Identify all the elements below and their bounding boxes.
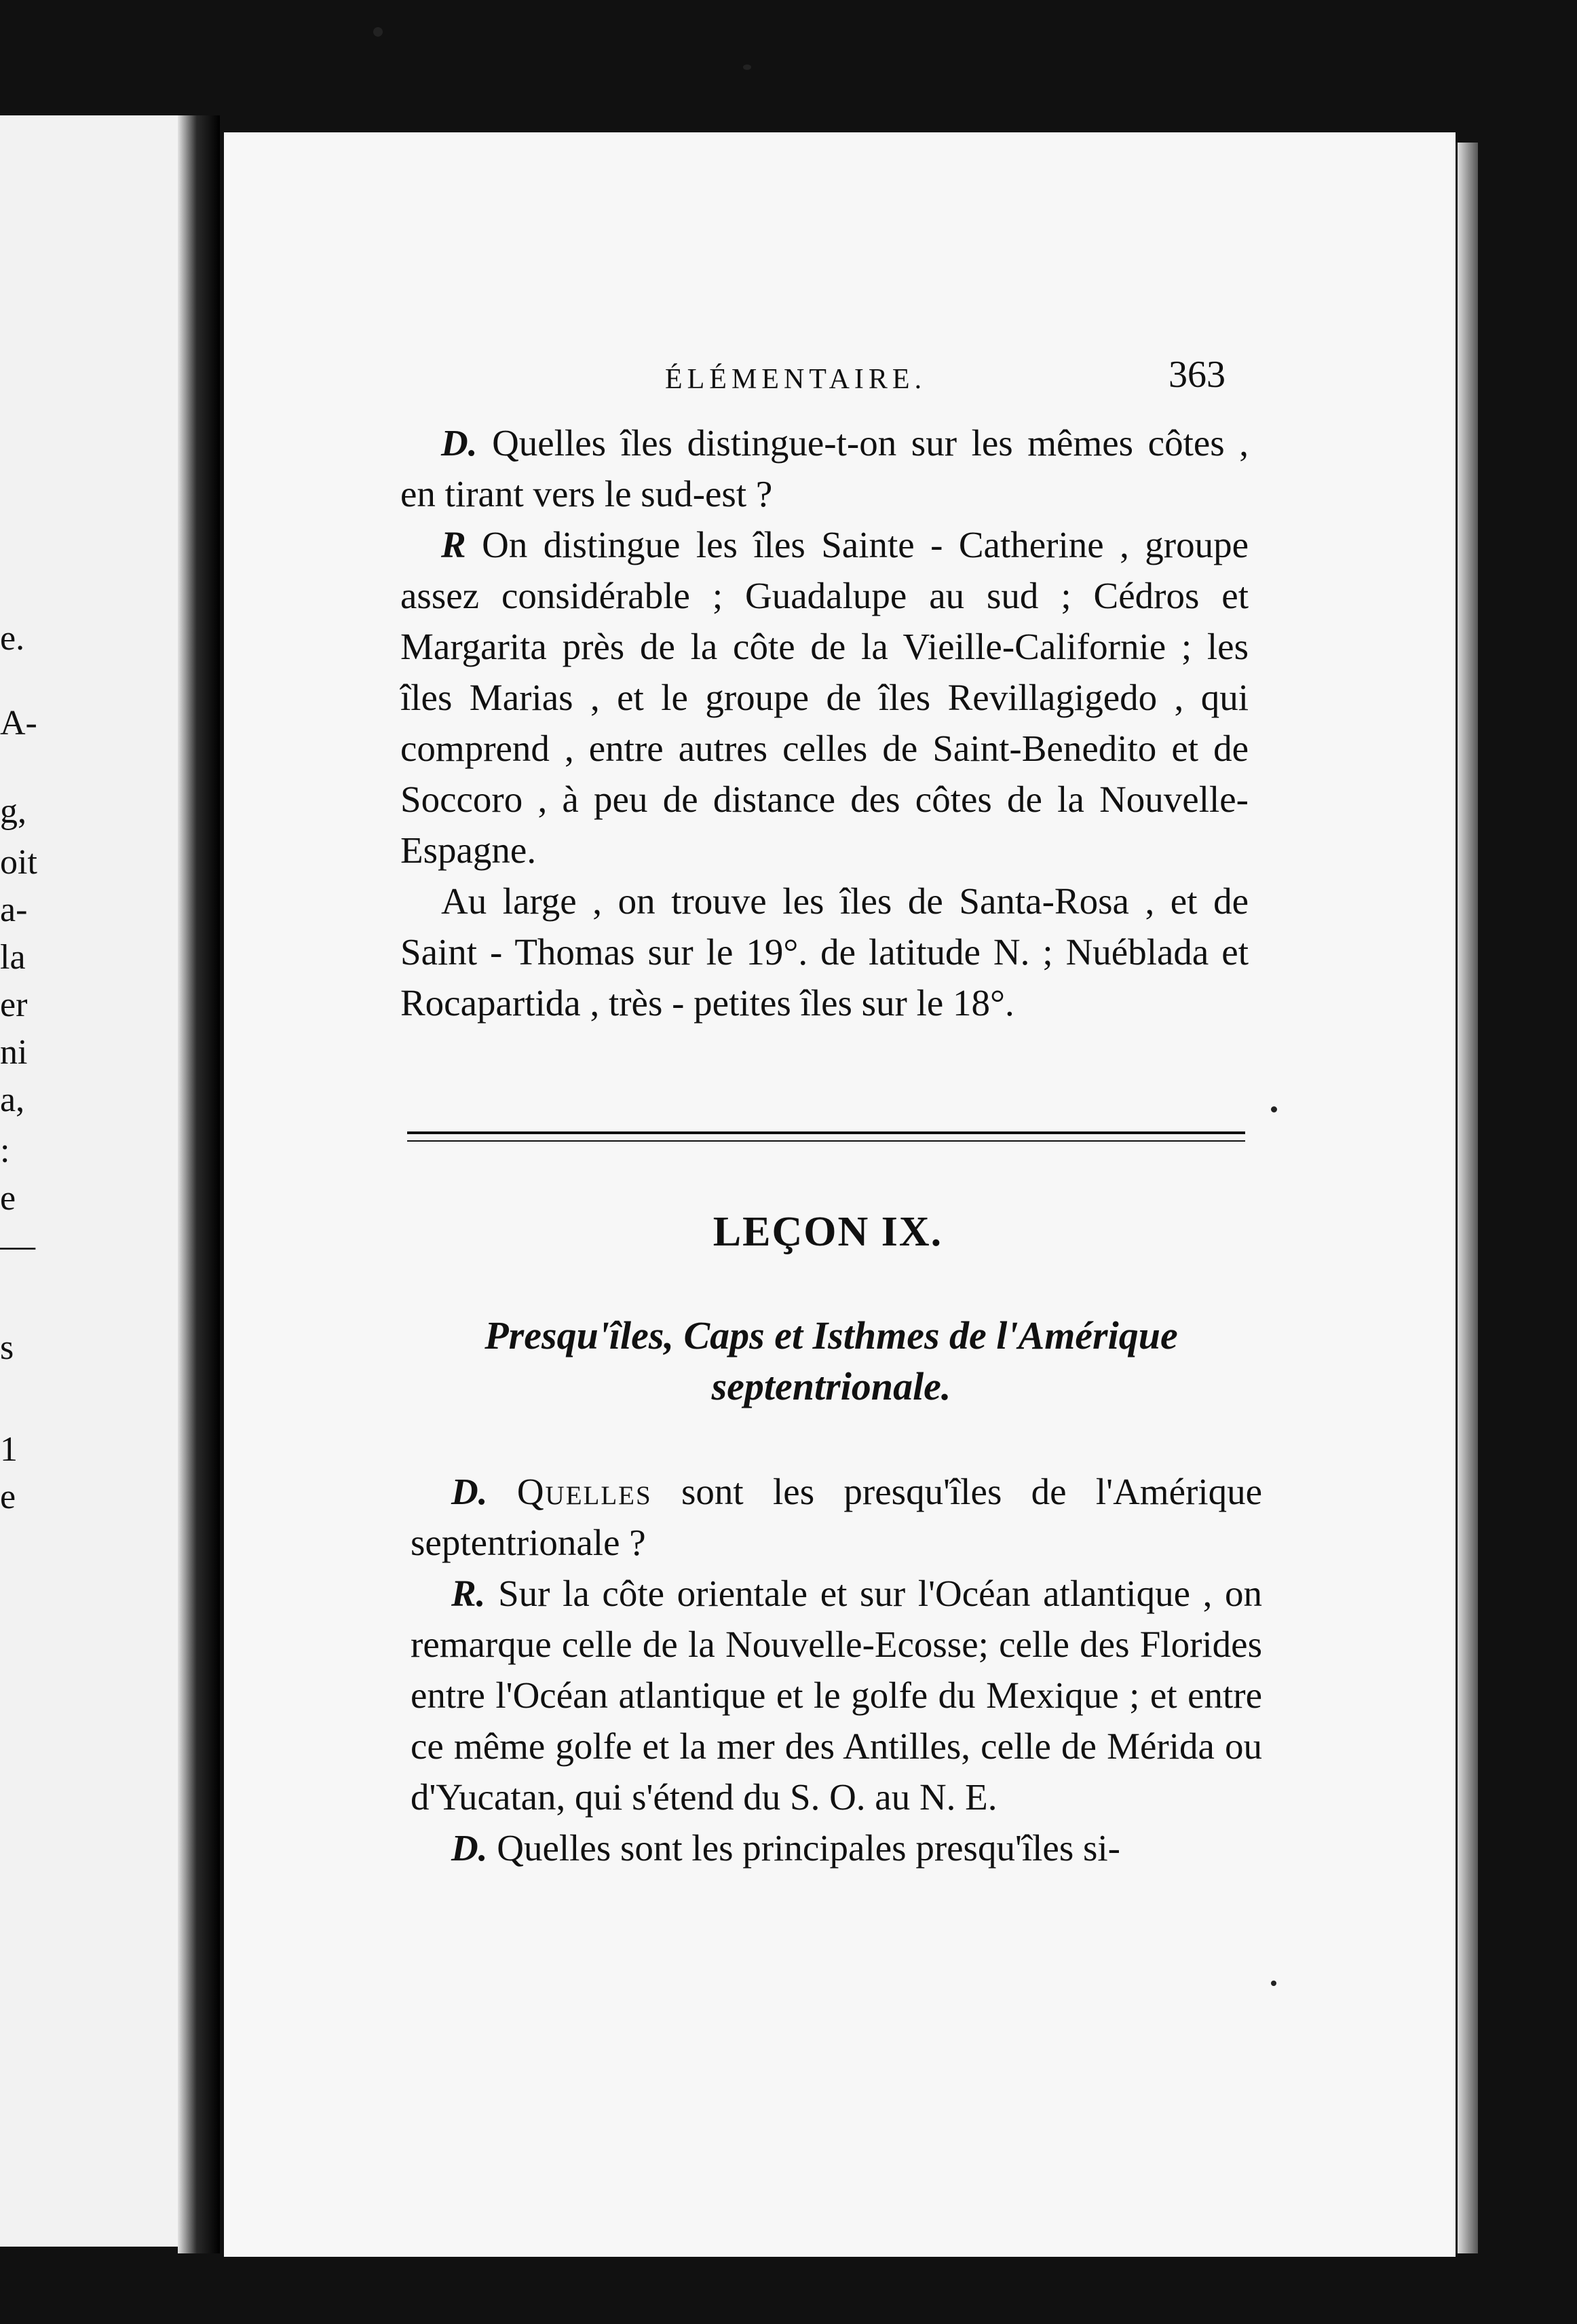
section-rule [407,1131,1245,1134]
question-paragraph [411,1822,1262,1873]
facing-fragment: s [0,1328,14,1367]
page-edge [1458,143,1478,2253]
facing-fragment: g, [0,792,26,831]
running-head: ÉLÉMENTAIRE. [665,364,927,395]
facing-fragment: la [0,938,26,977]
section-rule-thin [407,1140,1245,1142]
facing-fragment: A- [0,704,37,743]
speaker-label: R. [451,1573,486,1614]
answer-text: On distingue les îles Sainte - Catherine , groupe assez considérable ; Guadalupe au sud ; Cédros et Margarita près de la côte de la Vieille-Californie ; les îles Marias , et le groupe de îles Revillagigedo , qui comprend , entre autres celles de Saint-Benedito et de Soccoro , à peu de distance des côtes de la Nouvelle-Espagne. [400,524,1249,871]
answer-paragraph [411,1568,1262,1822]
facing-fragment: e [0,1478,16,1516]
facing-fragment: er [0,986,28,1024]
facing-fragment: e. [0,619,25,658]
facing-fragment: a- [0,891,28,929]
question-text: Quelles sont les principales presqu'îles si- [497,1827,1120,1869]
answer-text: Sur la côte orientale et sur l'Océan atlantique , on remarque celle de la Nouvelle-Ecosse; celle des Florides entre l'Océan atlantique et le golfe du Mexique ; et entre ce même golfe et la mer des Antilles, celle de Mérida ou d'Yucatan, qui s'étend du S. O. au N. E. [411,1573,1263,1818]
paragraph: Au large , on trouve les îles de Santa-Rosa , et de Saint - Thomas sur le 19°. de latitude N. ; Nuéblada et Rocapartida , très - petites îles sur le 18°. [400,880,1249,1024]
speaker-label: D. [451,1827,488,1869]
question-text: sont les presqu'îles de l'Amérique septentrionale ? [411,1471,1263,1563]
section-2-text [411,1466,1262,1873]
speaker-label: R [441,524,466,565]
facing-fragment: ni [0,1033,28,1072]
page-number: 363 [1168,354,1226,396]
question-paragraph [400,417,1249,519]
question-text: Quelles îles distingue-t-on sur les mêmes côtes , en tirant vers le sud-est ? [400,422,1249,514]
speaker-label: D. [451,1471,488,1512]
dust-speck [1271,1981,1276,1986]
dust-speck [1271,1106,1277,1112]
facing-fragment: — [0,1226,35,1265]
dust-speck [373,27,383,37]
section-1-text [400,417,1249,1028]
answer-paragraph [400,519,1249,876]
facing-fragment: e [0,1179,16,1218]
dust-speck [743,64,751,70]
facing-fragment: 1 [0,1430,18,1469]
facing-fragment: : [0,1131,10,1170]
speaker-label: D. [441,422,478,464]
question-paragraph [411,1466,1262,1568]
book-gutter [178,115,220,2253]
lead-word: Quelles [516,1471,652,1512]
lesson-subtitle: Presqu'îles, Caps et Isthmes de l'Amérique septentrionale. [484,1313,1178,1408]
facing-fragment: a, [0,1081,25,1119]
facing-fragment: oit [0,843,37,882]
lesson-title: LEÇON IX. [712,1209,943,1255]
